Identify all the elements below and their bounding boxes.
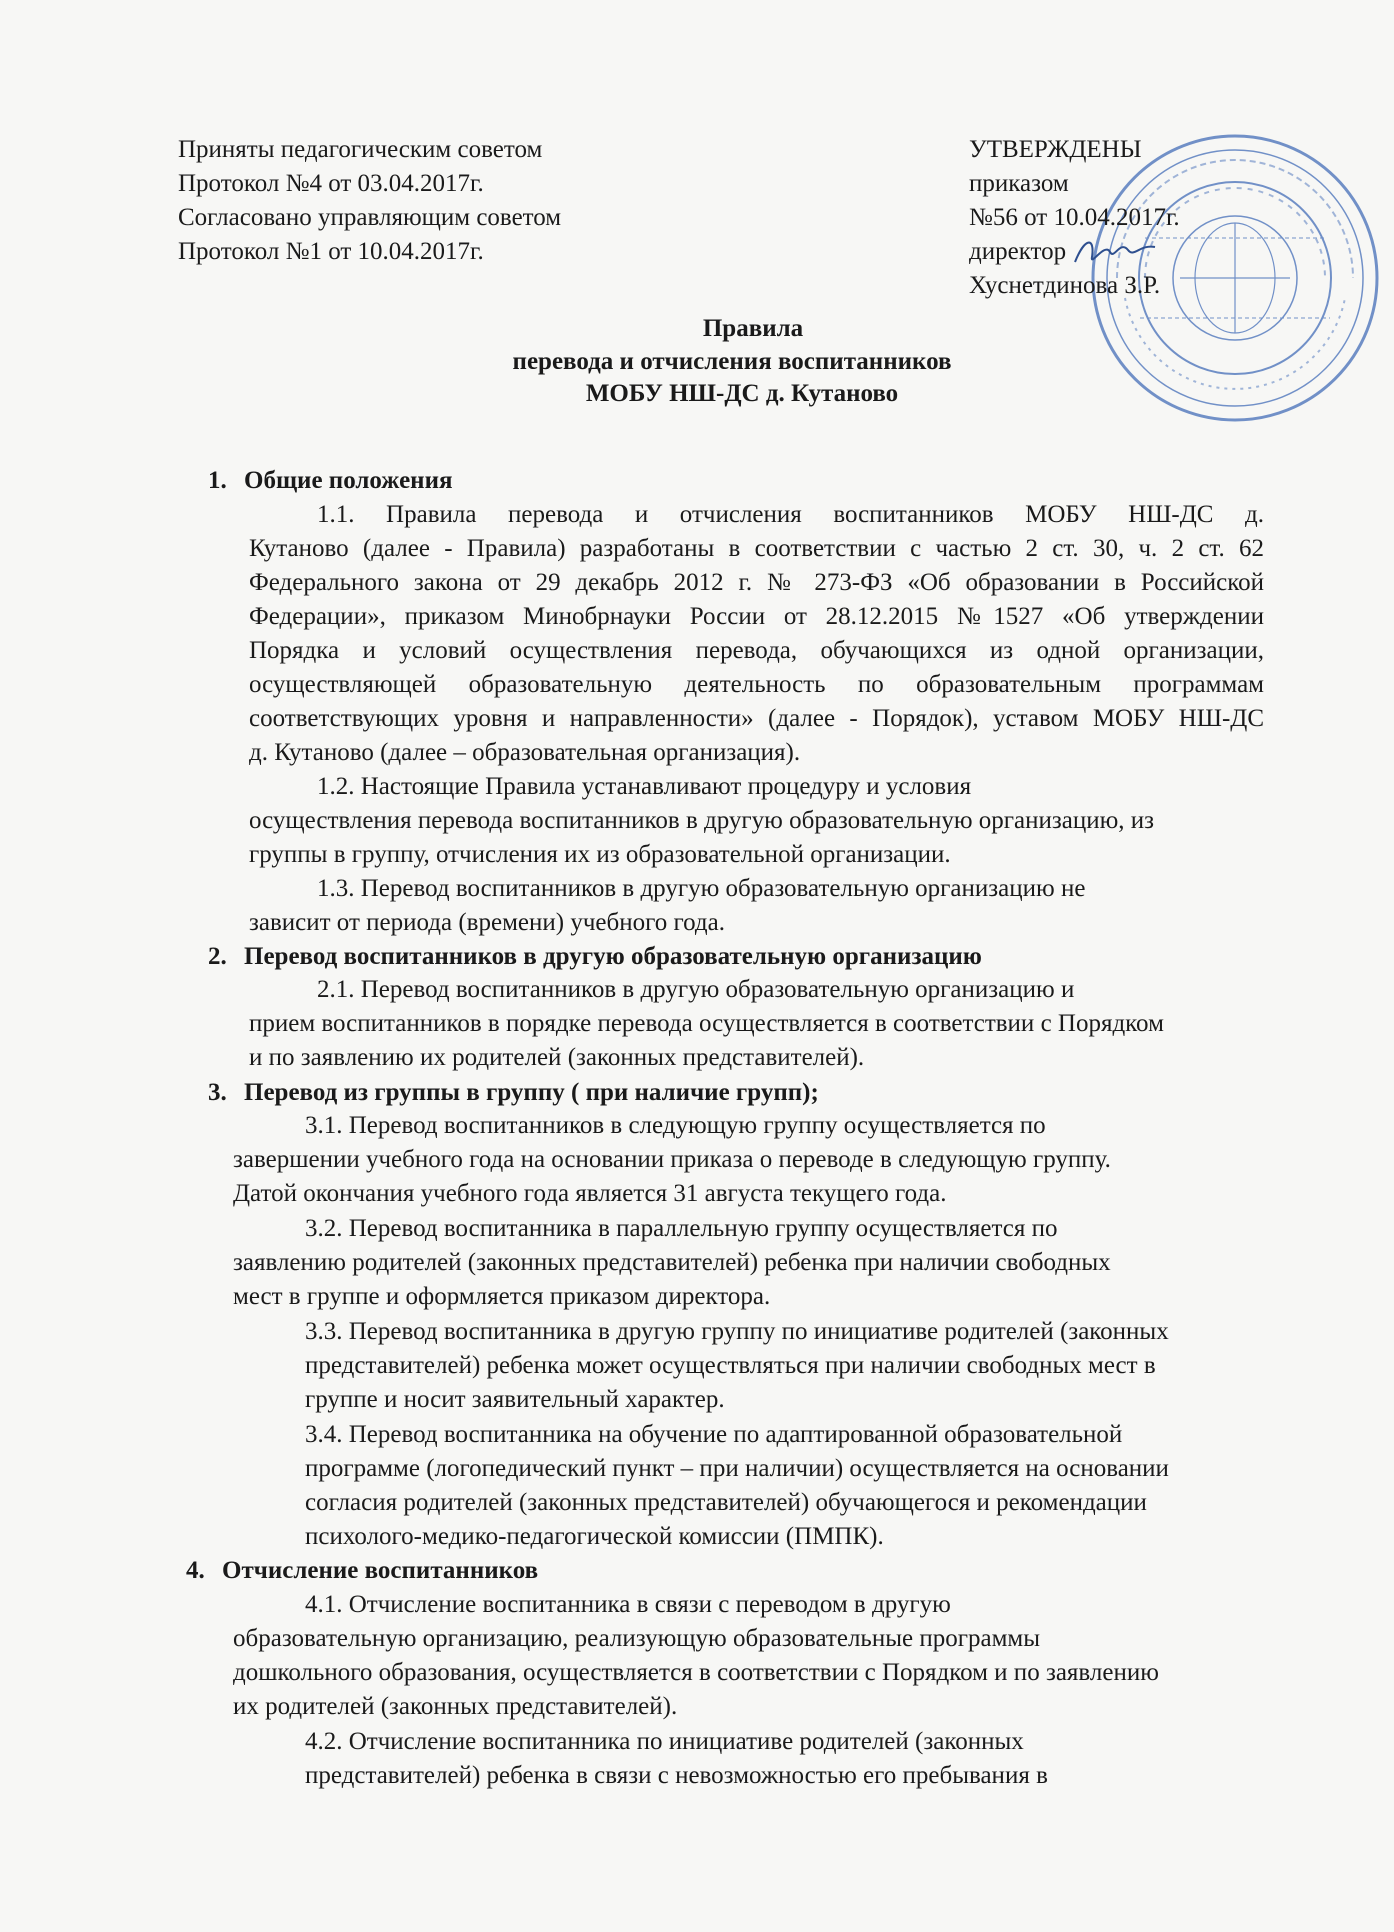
paragraph-2-1 (249, 973, 1164, 1075)
text-line: группе и носит заявительный характер. (305, 1386, 725, 1413)
approval-right-line: УТВЕРЖДЕНЫ (969, 136, 1142, 163)
approval-right-line: Хуснетдинова З.Р. (969, 272, 1161, 299)
section-number: 3. (208, 1079, 227, 1106)
text-line: программе (логопедический пункт – при наличии) осуществляется на основании (305, 1455, 1169, 1482)
document-organization: МОБУ НШ-ДС д. Кутаново (585, 380, 899, 407)
text-line: 1.3. Перевод воспитанников в другую образовательную организацию не (317, 875, 1086, 902)
text-line: осуществляющей образовательную деятельность по образовательным программам (249, 671, 1264, 698)
text-line: их родителей (законных представителей). (233, 1693, 678, 1720)
section-heading (208, 940, 982, 973)
paragraph-4-1 (233, 1588, 1159, 1724)
text-line: и по заявлению их родителей (законных представителей). (249, 1044, 865, 1071)
text-line: 1.1. Правила перевода и отчисления воспитанников МОБУ НШ-ДС д. (317, 501, 1264, 528)
paragraph-3-1 (233, 1109, 1111, 1211)
paragraph-4-2 (305, 1725, 1048, 1793)
approval-left-block (178, 133, 561, 269)
approval-right-line: №56 от 10.04.2017г. (969, 204, 1180, 231)
text-line: группы в группу, отчисления их из образовательной организации. (249, 841, 951, 868)
text-line: 3.4. Перевод воспитанника на обучение по адаптированной образовательной (305, 1421, 1123, 1448)
text-line: 4.2. Отчисление воспитанника по инициативе родителей (законных (305, 1728, 1024, 1755)
approval-left-line: Приняты педагогическим советом (178, 136, 543, 163)
text-line: Порядка и условий осуществления перевода, обучающихся из одной организации, (249, 637, 1264, 664)
section-number: 4. (186, 1557, 205, 1584)
text-line: психолого-медико-педагогической комиссии (ПМПК). (305, 1523, 884, 1550)
text-line: прием воспитанников в порядке перевода осуществляется в соответствии с Порядком (249, 1010, 1164, 1037)
text-line: Федерального закона от 29 декабрь 2012 г. № 273-ФЗ «Об образовании в Российской (249, 569, 1264, 596)
text-line: дошкольного образования, осуществляется в соответствии с Порядком и по заявлению (233, 1659, 1159, 1686)
text-line: заявлению родителей (законных представителей) ребенка при наличии свободных (233, 1249, 1111, 1276)
text-line: завершении учебного года на основании приказа о переводе в следующую группу. (233, 1146, 1111, 1173)
section-title: Отчисление воспитанников (222, 1557, 539, 1584)
section-title: Перевод из группы в группу ( при наличие групп); (244, 1079, 819, 1106)
text-line: д. Кутаново (далее – образовательная организация). (249, 739, 801, 766)
document-subtitle: перевода и отчисления воспитанников (512, 348, 952, 375)
text-line: представителей) ребенка в связи с невозможностью его пребывания в (305, 1762, 1048, 1789)
text-line: 4.1. Отчисление воспитанника в связи с переводом в другую (305, 1591, 951, 1618)
text-line: 1.2. Настоящие Правила устанавливают процедуру и условия (317, 773, 972, 800)
text-line: Федерации», приказом Минобрнауки России от 28.12.2015 №1527 «Об утверждении (249, 603, 1264, 630)
section-number: 1. (208, 467, 227, 494)
document-title: Правила (702, 315, 804, 342)
approval-right-block (969, 133, 1180, 303)
text-line: представителей) ребенка может осуществляться при наличии свободных мест в (305, 1352, 1156, 1379)
paragraph-1-3 (249, 872, 1085, 940)
section-number: 2. (208, 943, 227, 970)
text-line: Кутаново (далее - Правила) разработаны в соответствии с частью 2 ст. 30, ч. 2 ст. 62 (249, 535, 1264, 562)
approval-right-line: директор (969, 238, 1067, 265)
approval-left-line: Согласовано управляющим советом (178, 204, 562, 231)
approval-left-line: Протокол №1 от 10.04.2017г. (178, 238, 484, 265)
section-title: Общие положения (244, 467, 453, 494)
text-line: мест в группе и оформляется приказом директора. (233, 1283, 771, 1310)
text-line: осуществления перевода воспитанников в другую образовательную организацию, из (249, 807, 1155, 834)
paragraph-1-2 (249, 770, 1154, 872)
paragraph-3-3 (305, 1315, 1169, 1417)
text-line: образовательную организацию, реализующую образовательные программы (233, 1625, 1041, 1652)
paragraph-3-4 (305, 1418, 1169, 1554)
paragraph-1-1 (249, 498, 1264, 770)
approval-left-line: Протокол №4 от 03.04.2017г. (178, 170, 484, 197)
text-line: 2.1. Перевод воспитанников в другую образовательную организацию и (317, 976, 1075, 1003)
text-line: 3.1. Перевод воспитанников в следующую группу осуществляется по (305, 1112, 1046, 1139)
section-heading (208, 464, 453, 497)
section-heading (186, 1554, 538, 1587)
text-line: 3.2. Перевод воспитанника в параллельную группу осуществляется по (305, 1215, 1058, 1242)
text-line: согласия родителей (законных представителей) обучающегося и рекомендации (305, 1489, 1147, 1516)
paragraph-3-2 (233, 1212, 1111, 1314)
text-line: 3.3. Перевод воспитанника в другую группу по инициативе родителей (законных (305, 1318, 1169, 1345)
section-title: Перевод воспитанников в другую образовательную организацию (244, 943, 982, 970)
approval-right-line: приказом (969, 170, 1069, 197)
text-line: Датой окончания учебного года является 31 августа текущего года. (233, 1180, 947, 1207)
text-line: соответствующих уровня и направленности» (далее - Порядок), уставом МОБУ НШ-ДС (249, 705, 1264, 732)
text-line: зависит от периода (времени) учебного года. (249, 909, 725, 936)
section-heading (208, 1076, 819, 1109)
